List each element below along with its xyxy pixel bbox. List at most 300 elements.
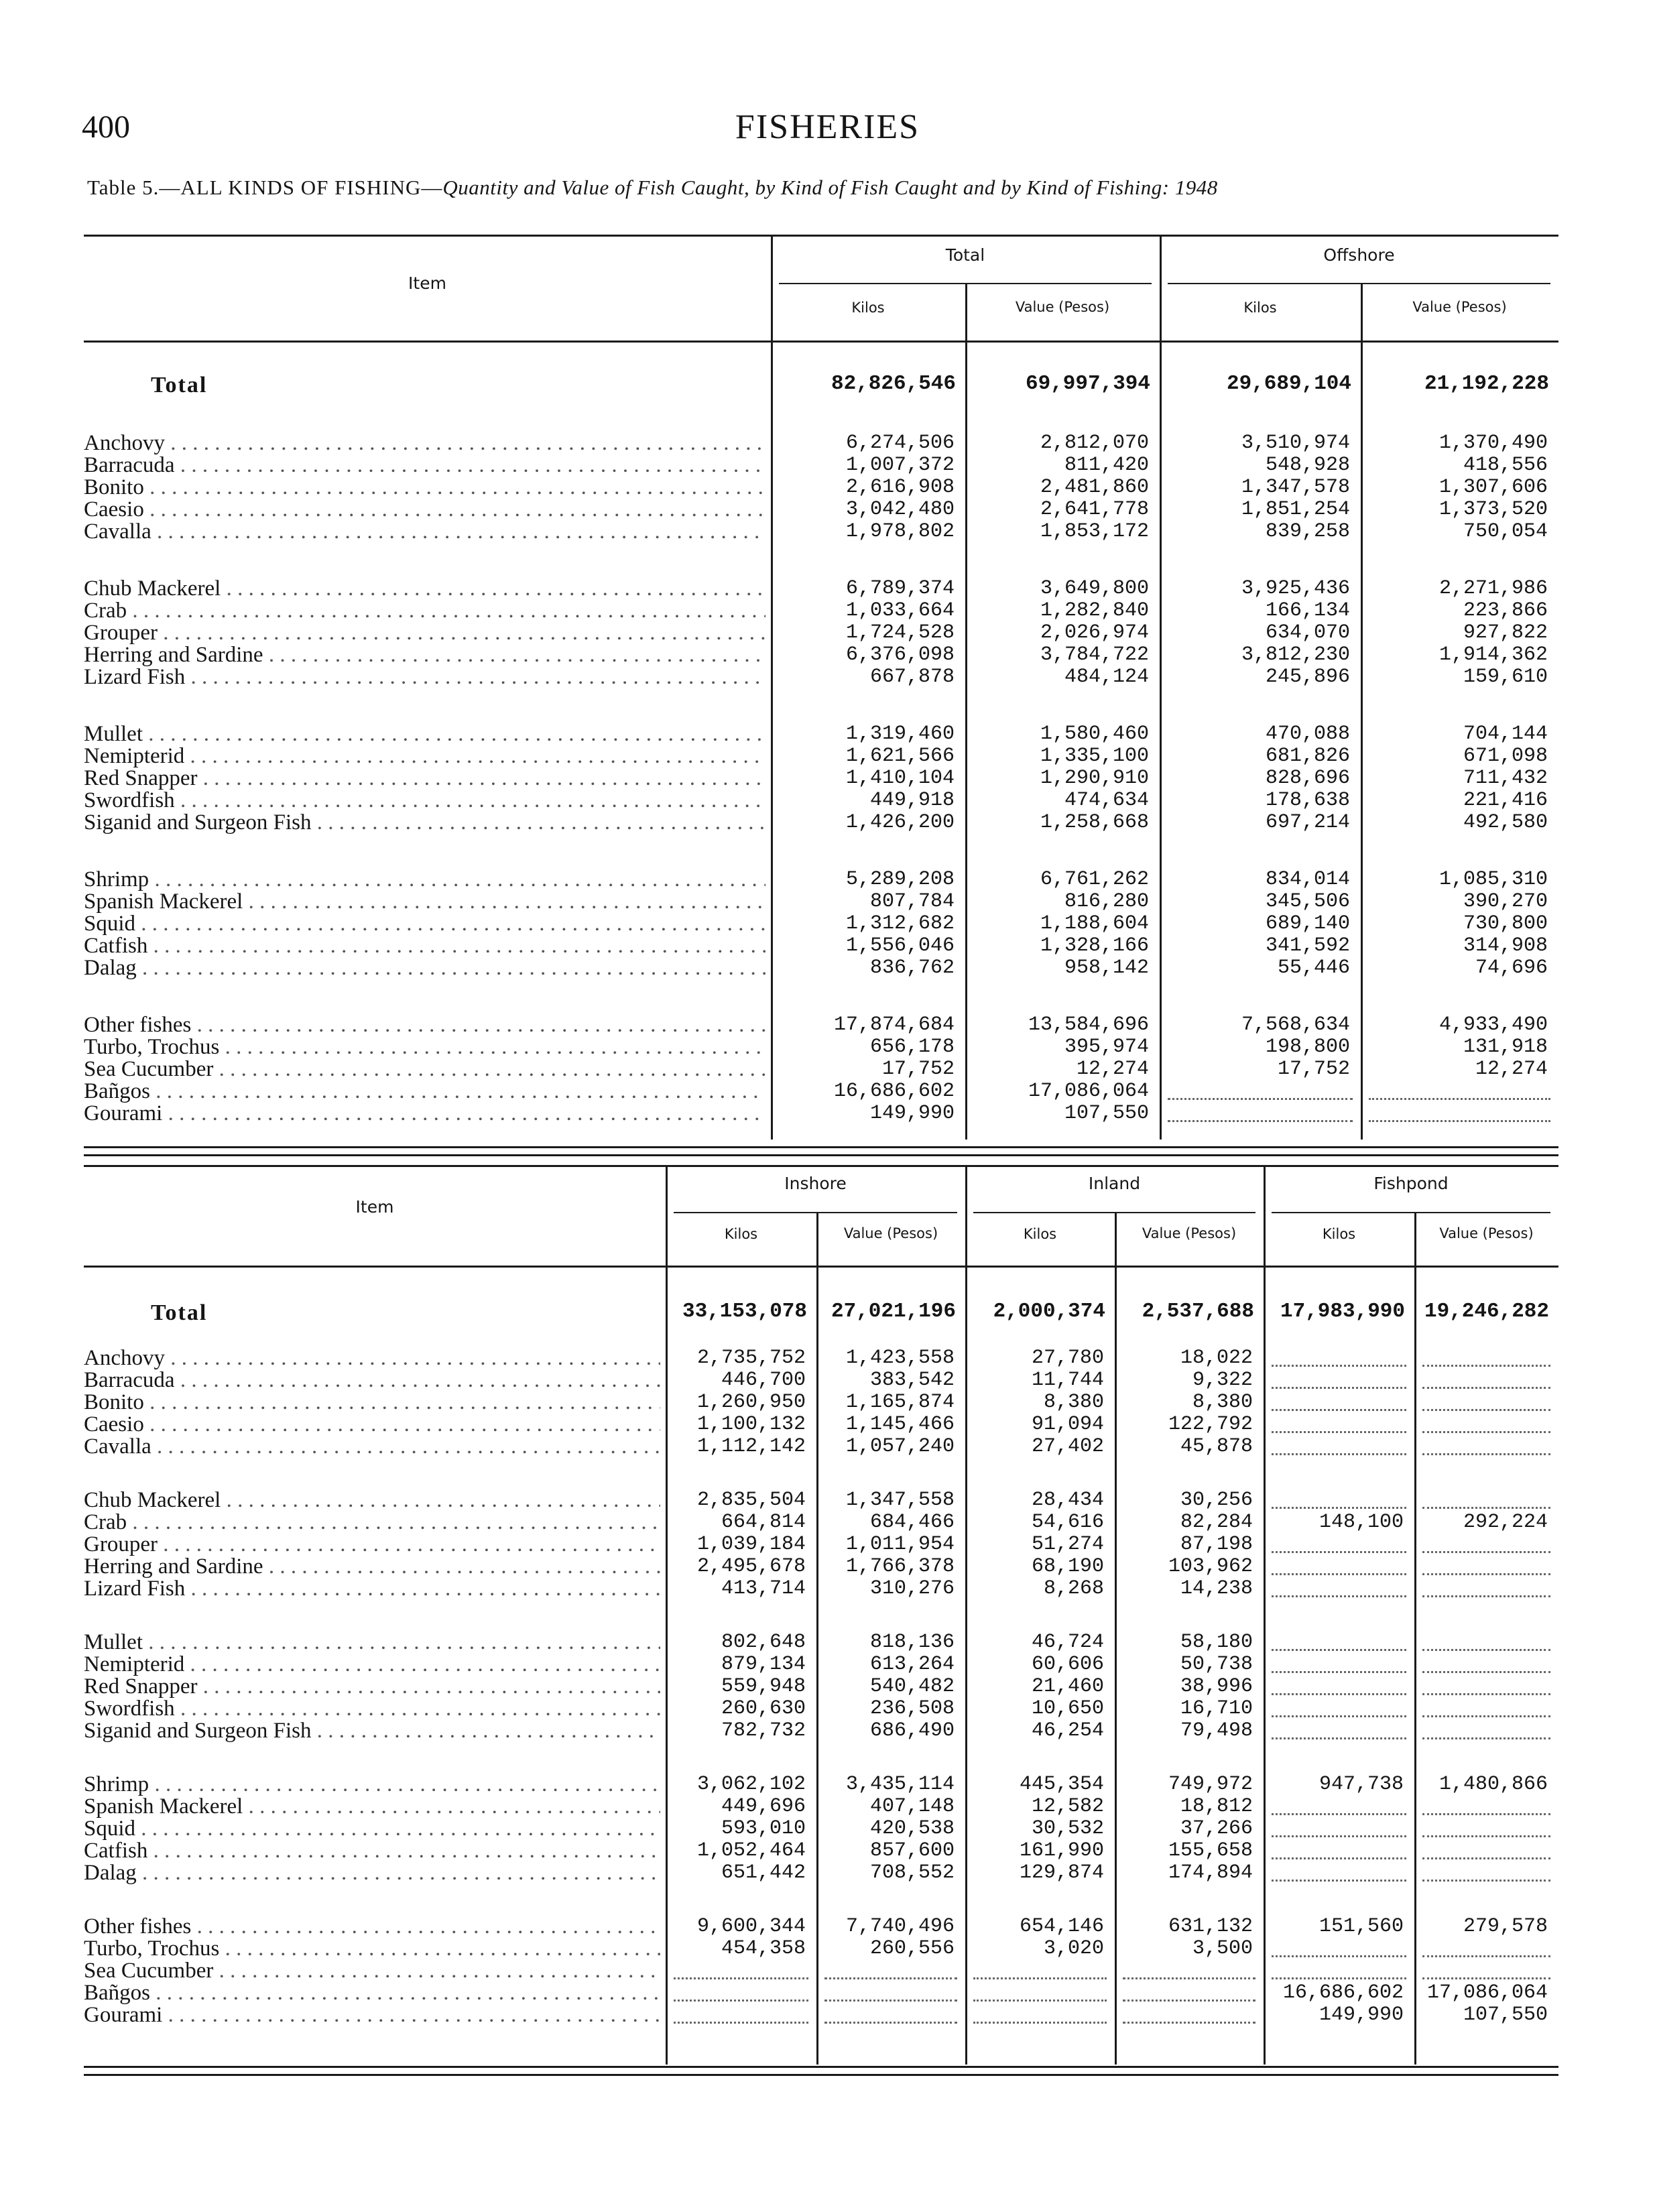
empty-cell-leader [1422, 1409, 1550, 1411]
cell-value: 540,482 [869, 1675, 955, 1698]
empty-cell-leader [1272, 1649, 1406, 1651]
cell-value: 166,134 [1265, 599, 1350, 622]
cell-value: 689,140 [1265, 912, 1350, 935]
cell-value: 470,088 [1265, 723, 1350, 745]
column-header: Value (Pesos) [1412, 299, 1507, 315]
empty-cell-leader [1272, 1715, 1406, 1717]
column-divider [1160, 235, 1162, 1140]
cell-value: 839,258 [1265, 520, 1350, 543]
table-top-rule [84, 235, 1558, 237]
cell-value: 79,498 [1180, 1719, 1253, 1742]
cell-value: 654,146 [1019, 1915, 1104, 1938]
empty-cell-leader [1168, 1098, 1353, 1100]
cell-value: 18,812 [1180, 1795, 1253, 1818]
empty-cell-leader [1422, 1737, 1550, 1739]
cell-value: 3,784,722 [1040, 643, 1149, 666]
row-label: Bañgos . . . [84, 1081, 765, 1103]
empty-cell-leader [1422, 1835, 1550, 1837]
cell-value: 1,328,166 [1040, 934, 1149, 957]
column-divider [1115, 1212, 1117, 2065]
cell-value: 1,188,604 [1040, 912, 1149, 935]
column-header: Kilos [851, 300, 885, 316]
cell-value: 1,033,664 [845, 599, 955, 622]
cell-value: 8,268 [1043, 1577, 1104, 1600]
cell-value: 3,020 [1043, 1937, 1104, 1960]
total-value: 2,000,374 [993, 1300, 1105, 1323]
row-label: Swordfish . . . [84, 790, 765, 812]
total-value: 33,153,078 [682, 1300, 807, 1323]
cell-value: 2,495,678 [696, 1555, 806, 1578]
empty-cell-leader [973, 1977, 1107, 1979]
cell-value: 149,990 [869, 1102, 955, 1125]
cell-value: 3,062,102 [696, 1773, 806, 1796]
cell-value: 17,874,684 [833, 1013, 955, 1036]
row-label: Spanish Mackerel . . . [84, 891, 765, 913]
page-number: 400 [82, 109, 130, 145]
cell-value: 1,347,578 [1241, 476, 1350, 499]
cell-value: 12,274 [1076, 1058, 1149, 1081]
cell-value: 449,918 [869, 789, 955, 812]
cell-value: 704,144 [1463, 723, 1548, 745]
row-label: Sea Cucumber . . . [84, 1058, 765, 1081]
row-label: Nemipterid . . . [84, 1654, 660, 1676]
row-label: Caesio . . . [84, 499, 765, 521]
empty-cell-leader [973, 2022, 1107, 2024]
empty-cell-leader [674, 2000, 808, 2002]
row-label: Bonito . . . [84, 1392, 660, 1414]
cell-value: 30,256 [1180, 1489, 1253, 1512]
column-header: Value (Pesos) [843, 1225, 938, 1241]
cell-value: 223,866 [1463, 599, 1548, 622]
cell-value: 6,274,506 [845, 432, 955, 454]
empty-cell-leader [1272, 1835, 1406, 1837]
column-header: Kilos [1023, 1226, 1057, 1242]
cell-value: 1,007,372 [845, 454, 955, 477]
row-label: Chub Mackerel . . . [84, 578, 765, 600]
cell-value: 686,490 [869, 1719, 955, 1742]
row-label: Mullet . . . [84, 1632, 660, 1654]
cell-value: 2,835,504 [696, 1489, 806, 1512]
cell-value: 1,165,874 [845, 1391, 955, 1414]
cell-value: 446,700 [721, 1369, 806, 1392]
cell-value: 6,789,374 [845, 577, 955, 600]
cell-value: 634,070 [1265, 621, 1350, 644]
empty-cell-leader [973, 2000, 1107, 2002]
cell-value: 314,908 [1463, 934, 1548, 957]
caption-subtitle: Quantity and Value of Fish Caught, by Kind of Fish Caught and by Kind of Fishing: 1948 [442, 176, 1218, 199]
cell-value: 667,878 [869, 666, 955, 688]
cell-value: 10,650 [1031, 1697, 1104, 1720]
total-value: 27,021,196 [831, 1300, 956, 1323]
table-top-rule [84, 1165, 1558, 1167]
total-row-label: Total [151, 1300, 208, 1325]
cell-value: 149,990 [1319, 2004, 1404, 2026]
row-label: Red Snapper . . . [84, 767, 765, 790]
cell-value: 1,335,100 [1040, 745, 1149, 767]
empty-cell-leader [1272, 1857, 1406, 1859]
total-value: 19,246,282 [1424, 1300, 1549, 1323]
empty-cell-leader [1422, 1595, 1550, 1597]
cell-value: 1,621,566 [845, 745, 955, 767]
cell-value: 836,762 [869, 957, 955, 979]
row-label: Crab . . . [84, 600, 765, 622]
row-label: Nemipterid . . . [84, 745, 765, 767]
row-label: Mullet . . . [84, 723, 765, 745]
cell-value: 407,148 [869, 1795, 955, 1818]
row-label: Anchovy . . . [84, 1347, 660, 1369]
cell-value: 341,592 [1265, 934, 1350, 957]
cell-value: 1,145,466 [845, 1413, 955, 1436]
group-header: Inshore [784, 1174, 847, 1193]
cell-value: 17,086,064 [1426, 1981, 1548, 2004]
page-title: FISHERIES [735, 108, 920, 146]
column-header: Value (Pesos) [1142, 1225, 1237, 1241]
cell-value: 18,022 [1180, 1347, 1253, 1369]
cell-value: 3,649,800 [1040, 577, 1149, 600]
cell-value: 155,658 [1168, 1839, 1253, 1862]
cell-value: 151,560 [1319, 1915, 1404, 1938]
cell-value: 857,600 [869, 1839, 955, 1862]
cell-value: 879,134 [721, 1653, 806, 1676]
table-bottom-rule [84, 2074, 1558, 2076]
cell-value: 1,480,866 [1438, 1773, 1548, 1796]
cell-value: 28,434 [1031, 1489, 1104, 1512]
row-label: Barracuda . . . [84, 1369, 660, 1392]
empty-cell-leader [1272, 1977, 1406, 1979]
cell-value: 1,112,142 [696, 1435, 806, 1458]
cell-value: 7,568,634 [1241, 1013, 1350, 1036]
group-header-rule [1272, 1212, 1550, 1213]
cell-value: 54,616 [1031, 1511, 1104, 1534]
cell-value: 8,380 [1192, 1391, 1253, 1414]
cell-value: 749,972 [1168, 1773, 1253, 1796]
cell-value: 4,933,490 [1438, 1013, 1548, 1036]
cell-value: 671,098 [1463, 745, 1548, 767]
empty-cell-leader [1272, 1387, 1406, 1389]
group-header-rule [1168, 283, 1550, 284]
row-label: Turbo, Trochus . . . [84, 1036, 765, 1058]
empty-cell-leader [674, 1977, 808, 1979]
empty-cell-leader [1422, 1693, 1550, 1695]
empty-cell-leader [1422, 1365, 1550, 1367]
row-label: Chub Mackerel . . . [84, 1489, 660, 1512]
cell-value: 16,686,602 [833, 1080, 955, 1103]
cell-value: 221,416 [1463, 789, 1548, 812]
empty-cell-leader [1272, 1737, 1406, 1739]
cell-value: 1,423,558 [845, 1347, 955, 1369]
column-divider [1414, 1212, 1416, 2065]
cell-value: 74,696 [1475, 957, 1548, 979]
empty-cell-leader [1123, 2022, 1255, 2024]
cell-value: 1,039,184 [696, 1533, 806, 1556]
row-label: Grouper . . . [84, 1534, 660, 1556]
cell-value: 17,752 [1277, 1058, 1350, 1081]
item-column-header: Item [355, 1197, 394, 1217]
cell-value: 420,538 [869, 1817, 955, 1840]
empty-cell-leader [1272, 1671, 1406, 1673]
cell-value: 82,284 [1180, 1511, 1253, 1534]
cell-value: 7,740,496 [845, 1915, 955, 1938]
cell-value: 818,136 [869, 1631, 955, 1654]
cell-value: 3,510,974 [1241, 432, 1350, 454]
cell-value: 2,481,860 [1040, 476, 1149, 499]
cell-value: 1,307,606 [1438, 476, 1548, 499]
cell-value: 631,132 [1168, 1915, 1253, 1938]
cell-value: 51,274 [1031, 1533, 1104, 1556]
empty-cell-leader [1422, 1431, 1550, 1433]
cell-value: 11,744 [1031, 1369, 1104, 1392]
cell-value: 87,198 [1180, 1533, 1253, 1556]
cell-value: 1,258,668 [1040, 811, 1149, 834]
cell-value: 1,260,950 [696, 1391, 806, 1414]
row-label: Bañgos . . . [84, 1982, 660, 2004]
group-header: Total [945, 245, 985, 265]
empty-cell-leader [1422, 1387, 1550, 1389]
cell-value: 60,606 [1031, 1653, 1104, 1676]
empty-cell-leader [1272, 1551, 1406, 1553]
cell-value: 449,696 [721, 1795, 806, 1818]
cell-value: 559,948 [721, 1675, 806, 1698]
row-label: Other fishes . . . [84, 1916, 660, 1938]
cell-value: 107,550 [1463, 2004, 1548, 2026]
cell-value: 1,319,460 [845, 723, 955, 745]
cell-value: 1,282,840 [1040, 599, 1149, 622]
cell-value: 345,506 [1265, 890, 1350, 913]
empty-cell-leader [1272, 1507, 1406, 1509]
cell-value: 1,580,460 [1040, 723, 1149, 745]
cell-value: 1,373,520 [1438, 498, 1548, 521]
column-header: Kilos [1243, 300, 1277, 316]
row-label: Siganid and Surgeon Fish . . . [84, 1720, 660, 1742]
cell-value: 6,761,262 [1040, 868, 1149, 891]
cell-value: 474,634 [1064, 789, 1149, 812]
cell-value: 21,460 [1031, 1675, 1104, 1698]
cell-value: 16,686,602 [1282, 1981, 1404, 2004]
cell-value: 1,057,240 [845, 1435, 955, 1458]
cell-value: 2,616,908 [845, 476, 955, 499]
table-bottom-rule [84, 1146, 1558, 1148]
cell-value: 664,814 [721, 1511, 806, 1534]
empty-cell-leader [1422, 1977, 1550, 1979]
column-divider [1361, 283, 1363, 1140]
column-divider [771, 235, 773, 1140]
cell-value: 1,290,910 [1040, 767, 1149, 790]
row-label: Dalag . . . [84, 957, 765, 979]
cell-value: 1,426,200 [845, 811, 955, 834]
row-label: Dalag . . . [84, 1862, 660, 1884]
cell-value: 1,312,682 [845, 912, 955, 935]
row-label: Cavalla . . . [84, 521, 765, 543]
cell-value: 1,052,464 [696, 1839, 806, 1862]
cell-value: 684,466 [869, 1511, 955, 1534]
empty-cell-leader [824, 2000, 957, 2002]
column-header: Kilos [724, 1226, 758, 1242]
cell-value: 2,812,070 [1040, 432, 1149, 454]
cell-value: 245,896 [1265, 666, 1350, 688]
cell-value: 593,010 [721, 1817, 806, 1840]
cell-value: 68,190 [1031, 1555, 1104, 1578]
cell-value: 38,996 [1180, 1675, 1253, 1698]
table-header-rule [84, 1266, 1558, 1268]
cell-value: 3,500 [1192, 1937, 1253, 1960]
empty-cell-leader [824, 2022, 957, 2024]
row-label: Shrimp . . . [84, 1774, 660, 1796]
empty-cell-leader [1422, 1955, 1550, 1957]
cell-value: 107,550 [1064, 1102, 1149, 1125]
cell-value: 1,410,104 [845, 767, 955, 790]
cell-value: 927,822 [1463, 621, 1548, 644]
cell-value: 159,610 [1463, 666, 1548, 688]
total-value: 69,997,394 [1025, 372, 1150, 395]
empty-cell-leader [1422, 1813, 1550, 1815]
cell-value: 2,026,974 [1040, 621, 1149, 644]
total-value: 21,192,228 [1424, 372, 1549, 395]
cell-value: 1,347,558 [845, 1489, 955, 1512]
empty-cell-leader [1272, 1573, 1406, 1575]
row-label: Herring and Sardine . . . [84, 644, 765, 666]
cell-value: 131,918 [1463, 1036, 1548, 1058]
row-label: Red Snapper . . . [84, 1676, 660, 1698]
cell-value: 30,532 [1031, 1817, 1104, 1840]
cell-value: 811,420 [1064, 454, 1149, 477]
row-label: Barracuda . . . [84, 454, 765, 477]
cell-value: 1,766,378 [845, 1555, 955, 1578]
cell-value: 91,094 [1031, 1413, 1104, 1436]
cell-value: 50,738 [1180, 1653, 1253, 1676]
cell-value: 1,853,172 [1040, 520, 1149, 543]
row-label: Bonito . . . [84, 477, 765, 499]
cell-value: 2,271,986 [1438, 577, 1548, 600]
empty-cell-leader [1272, 1880, 1406, 1882]
cell-value: 17,752 [881, 1058, 955, 1081]
row-label: Cavalla . . . [84, 1436, 660, 1458]
cell-value: 711,432 [1463, 767, 1548, 790]
cell-value: 1,724,528 [845, 621, 955, 644]
cell-value: 454,358 [721, 1937, 806, 1960]
cell-value: 816,280 [1064, 890, 1149, 913]
empty-cell-leader [1272, 1955, 1406, 1957]
cell-value: 260,630 [721, 1697, 806, 1720]
table-bottom-rule [84, 1154, 1558, 1156]
empty-cell-leader [824, 1977, 957, 1979]
cell-value: 807,784 [869, 890, 955, 913]
row-label: Lizard Fish . . . [84, 666, 765, 688]
cell-value: 1,100,132 [696, 1413, 806, 1436]
cell-value: 161,990 [1019, 1839, 1104, 1862]
row-label: Other fishes . . . [84, 1014, 765, 1036]
cell-value: 27,780 [1031, 1347, 1104, 1369]
total-value: 2,537,688 [1142, 1300, 1254, 1323]
column-header: Value (Pesos) [1015, 299, 1110, 315]
cell-value: 383,542 [869, 1369, 955, 1392]
cell-value: 178,638 [1265, 789, 1350, 812]
cell-value: 45,878 [1180, 1435, 1253, 1458]
cell-value: 2,735,752 [696, 1347, 806, 1369]
cell-value: 260,556 [869, 1937, 955, 1960]
cell-value: 46,724 [1031, 1631, 1104, 1654]
empty-cell-leader [1422, 1715, 1550, 1717]
cell-value: 12,582 [1031, 1795, 1104, 1818]
empty-cell-leader [1422, 1507, 1550, 1509]
cell-value: 1,851,254 [1241, 498, 1350, 521]
cell-value: 413,714 [721, 1577, 806, 1600]
cell-value: 697,214 [1265, 811, 1350, 834]
cell-value: 1,556,046 [845, 934, 955, 957]
cell-value: 651,442 [721, 1861, 806, 1884]
row-label: Spanish Mackerel . . . [84, 1796, 660, 1818]
cell-value: 12,274 [1475, 1058, 1548, 1081]
empty-cell-leader [1123, 1977, 1255, 1979]
cell-value: 198,800 [1265, 1036, 1350, 1058]
cell-value: 3,925,436 [1241, 577, 1350, 600]
cell-value: 148,100 [1319, 1511, 1404, 1534]
cell-value: 9,600,344 [696, 1915, 806, 1938]
empty-cell-leader [1272, 1431, 1406, 1433]
empty-cell-leader [1422, 1453, 1550, 1455]
row-label: Squid . . . [84, 1818, 660, 1840]
cell-value: 3,042,480 [845, 498, 955, 521]
cell-value: 484,124 [1064, 666, 1149, 688]
cell-value: 548,928 [1265, 454, 1350, 477]
cell-value: 14,238 [1180, 1577, 1253, 1600]
group-header: Offshore [1323, 245, 1395, 265]
empty-cell-leader [1422, 1880, 1550, 1882]
cell-value: 1,914,362 [1438, 643, 1548, 666]
empty-cell-leader [1369, 1098, 1550, 1100]
cell-value: 1,370,490 [1438, 432, 1548, 454]
cell-value: 37,266 [1180, 1817, 1253, 1840]
cell-value: 782,732 [721, 1719, 806, 1742]
cell-value: 310,276 [869, 1577, 955, 1600]
row-label: Gourami . . . [84, 2004, 660, 2026]
row-label: Swordfish . . . [84, 1698, 660, 1720]
row-label: Catfish . . . [84, 935, 765, 957]
group-header: Inland [1088, 1174, 1141, 1193]
cell-value: 390,270 [1463, 890, 1548, 913]
group-header-rule [674, 1212, 957, 1213]
column-divider [1264, 1165, 1266, 2065]
row-label: Caesio . . . [84, 1414, 660, 1436]
table-header-rule [84, 341, 1558, 343]
cell-value: 750,054 [1463, 520, 1548, 543]
empty-cell-leader [1168, 1120, 1353, 1122]
cell-value: 5,289,208 [845, 868, 955, 891]
table-bottom-rule [84, 2066, 1558, 2068]
caption-prefix: Table 5.—ALL KINDS OF FISHING— [87, 176, 443, 199]
empty-cell-leader [1272, 1693, 1406, 1695]
cell-value: 492,580 [1463, 811, 1548, 834]
row-label: Squid . . . [84, 913, 765, 935]
cell-value: 46,254 [1031, 1719, 1104, 1742]
total-value: 29,689,104 [1226, 372, 1351, 395]
column-divider [666, 1165, 668, 2065]
empty-cell-leader [674, 2022, 808, 2024]
cell-value: 103,962 [1168, 1555, 1253, 1578]
cell-value: 8,380 [1043, 1391, 1104, 1414]
cell-value: 6,376,098 [845, 643, 955, 666]
row-label: Sea Cucumber . . . [84, 1960, 660, 1982]
empty-cell-leader [1422, 1671, 1550, 1673]
cell-value: 656,178 [869, 1036, 955, 1058]
cell-value: 3,812,230 [1241, 643, 1350, 666]
cell-value: 730,800 [1463, 912, 1548, 935]
empty-cell-leader [1422, 1573, 1550, 1575]
column-header: Kilos [1322, 1226, 1356, 1242]
cell-value: 681,826 [1265, 745, 1350, 767]
row-label: Grouper . . . [84, 622, 765, 644]
empty-cell-leader [1422, 1551, 1550, 1553]
cell-value: 16,710 [1180, 1697, 1253, 1720]
